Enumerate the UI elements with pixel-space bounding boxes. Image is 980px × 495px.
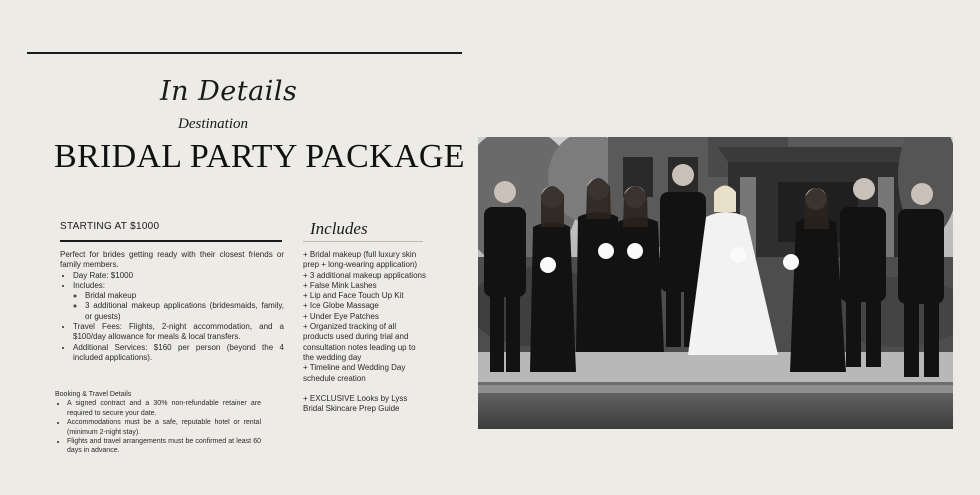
page-subtitle: Destination — [178, 116, 248, 132]
package-description — [60, 250, 284, 363]
list-item: + 3 additional makeup applications — [303, 270, 426, 280]
sub-list-item: ◦ 3 additional makeup applications (bridesmaids, family, or guests) — [85, 301, 284, 322]
list-item: + Lip and Face Touch Up Kit — [303, 291, 404, 301]
list-item: • A signed contract and a 30% non-refundable retainer are required to secure your date. — [67, 399, 261, 418]
list-item: + Under Eye Patches — [303, 311, 379, 321]
list-item: • Accommodations must be a safe, reputable hotel or rental (minimum 2-night stay). — [67, 418, 261, 437]
list-item: • Day Rate: $1000 — [73, 271, 284, 281]
sub-list-item: ◦ Bridal makeup — [85, 291, 284, 301]
bridal-party-photo — [478, 137, 953, 429]
list-item — [73, 281, 284, 322]
booking-details — [55, 390, 261, 456]
list-item: • Additional Services: $160 per person (beyond the 4 included applications). — [73, 343, 284, 364]
script-title: In Details — [160, 76, 298, 107]
includes-list — [303, 250, 428, 414]
list-item: + Ice Globe Massage — [303, 301, 379, 311]
list-item: + False Mink Lashes — [303, 280, 377, 290]
booking-heading: Booking & Travel Details — [55, 391, 132, 398]
sub-list — [73, 291, 284, 322]
includes-heading: Includes — [310, 219, 368, 238]
list-item: • Travel Fees: Flights, 2-night accommodation, and a $100/day allowance for meals & local transfers. — [73, 322, 284, 343]
package-details-list — [60, 271, 284, 364]
list-item: • Flights and travel arrangements must be confirmed at least 60 days in advance. — [67, 437, 261, 456]
bridal-party-photo-illustration — [478, 137, 953, 429]
package-intro: Perfect for brides getting ready with their closest friends or family members. — [60, 250, 284, 270]
list-item: + Bridal makeup (full luxury skin prep + long-wearing application) — [303, 250, 418, 270]
list-item: + Timeline and Wedding Day schedule creation — [303, 363, 406, 383]
top-divider — [27, 52, 462, 54]
page-title: BRIDAL PARTY PACKAGE — [54, 138, 465, 175]
list-item-exclusive: + EXCLUSIVE Looks by Lyss Bridal Skincare Prep Guide — [303, 393, 408, 414]
list-item: + Organized tracking of all products used during trial and consultation notes leading up to the wedding day — [303, 322, 416, 362]
includes-divider — [303, 241, 423, 242]
list-item-label: Includes: — [73, 280, 106, 290]
price-heading: STARTING AT $1000 — [60, 221, 160, 232]
booking-list — [55, 399, 261, 455]
price-divider — [60, 240, 282, 242]
